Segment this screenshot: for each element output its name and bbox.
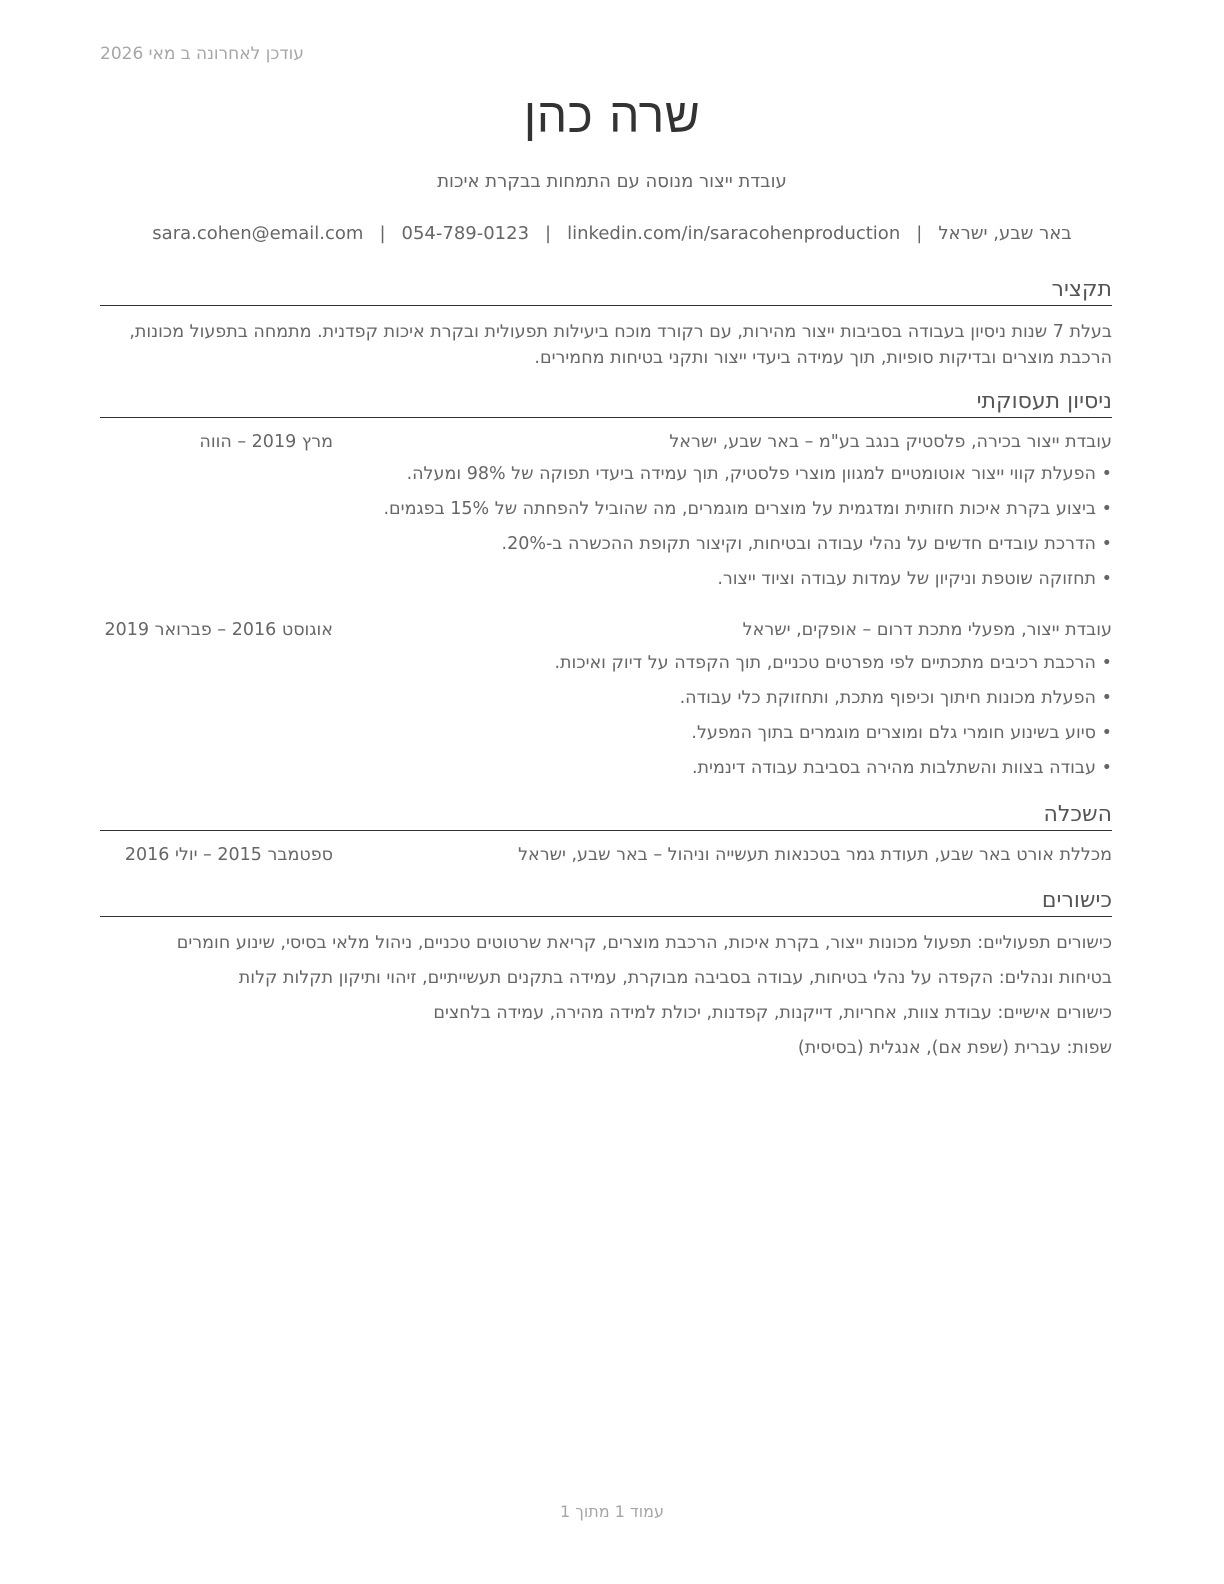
contact-line — [0, 223, 1224, 244]
education-institution: מכללת אורט באר שבע, תעודת גמר בטכנאות תעשייה וניהול – באר שבע, ישראל — [518, 845, 1112, 865]
bullet-glyph: • — [1101, 688, 1112, 708]
job-bullet-text: הרכבת רכיבים מתכתיים לפי מפרטים טכניים, תוך הקפדה על דיוק ואיכות. — [554, 653, 1096, 673]
job-bullet-text: הדרכת עובדים חדשים על נהלי עבודה ובטיחות, וקיצור תקופת ההכשרה ב-20%. — [501, 534, 1096, 554]
section-title-education: השכלה — [100, 802, 1112, 831]
skills-line: שפות: עברית (שפת אם), אנגלית (בסיסית) — [797, 1038, 1112, 1058]
candidate-headline: עובדת ייצור מנוסה עם התמחות בבקרת איכות — [437, 171, 787, 192]
job-bullets — [100, 651, 1112, 791]
skills-line: כישורים אישיים: עבודת צוות, אחריות, דייקנות, קפדנות, יכולת למידה מהירה, עמידה בלחצים — [433, 1003, 1112, 1023]
job-role: עובדת ייצור, מפעלי מתכת דרום – אופקים, ישראל — [742, 620, 1112, 640]
bullet-glyph: • — [1101, 534, 1112, 554]
bullet-glyph: • — [1101, 464, 1112, 484]
job-bullet-text: תחזוקה שוטפת וניקיון של עמדות עבודה וציוד ייצור. — [717, 569, 1096, 589]
job-bullet — [100, 462, 1112, 497]
contact-email[interactable]: sara.cohen@email.com — [152, 223, 364, 244]
last-updated-note: עודכן לאחרונה ב מאי 2026 — [100, 44, 304, 64]
job-role: עובדת ייצור בכירה, פלסטיק בנגב בע"מ – באר שבע, ישראל — [669, 432, 1112, 452]
job-dates: אוגוסט 2016 – פברואר 2019 — [104, 620, 333, 640]
bullet-glyph: • — [1101, 758, 1112, 778]
job-bullet-text: הפעלת מכונות חיתוך וכיפוף מתכת, ותחזוקת כלי עבודה. — [679, 688, 1096, 708]
bullet-glyph: • — [1101, 653, 1112, 673]
job-bullets — [100, 462, 1112, 602]
job-bullet — [100, 686, 1112, 721]
contact-separator: | — [545, 223, 552, 244]
job-header — [100, 620, 1112, 644]
skills-line: כישורים תפעוליים: תפעול מכונות ייצור, בקרת איכות, הרכבת מוצרים, קריאת שרטוטים טכניים, ניהול מלאי בסיסי, שינוע חומרים — [176, 933, 1112, 953]
summary-text: בעלת 7 שנות ניסיון בעבודה בסביבות ייצור מהירות, עם רקורד מוכח ביעילות תפעולית ובקרת איכות קפדנית. מתמחה בתפעול מכונות, הרכבת מוצרים ובדיקות סופיות, תוך עמידה ביעדי ייצור ותקני בטיחות מחמירים. — [129, 322, 1112, 368]
bullet-glyph: • — [1101, 723, 1112, 743]
job-bullet — [100, 497, 1112, 532]
bullet-glyph: • — [1101, 499, 1112, 519]
job-header — [100, 432, 1112, 456]
skills-list — [100, 931, 1112, 1071]
job-bullet-text: ביצוע בקרת איכות חזותית ומדגמית על מוצרים מוגמרים, מה שהוביל להפחתה של 15% בפגמים. — [383, 499, 1096, 519]
section-title-experience: ניסיון תעסוקתי — [100, 389, 1112, 418]
education-entry — [100, 845, 1112, 869]
job-bullet — [100, 532, 1112, 567]
job-bullet-text: הפעלת קווי ייצור אוטומטיים למגוון מוצרי פלסטיק, תוך עמידה ביעדי תפוקה של 98% ומעלה. — [406, 464, 1096, 484]
contact-separator: | — [379, 223, 386, 244]
job-bullet-text: סיוע בשינוע חומרי גלם ומוצרים מוגמרים בתוך המפעל. — [691, 723, 1096, 743]
section-title-summary: תקציר — [100, 277, 1112, 306]
job-bullet — [100, 756, 1112, 791]
job-bullet-text: עבודה בצוות והשתלבות מהירה בסביבת עבודה דינמית. — [691, 758, 1096, 778]
education-dates: ספטמבר 2015 – יולי 2016 — [124, 845, 333, 865]
contact-linkedin[interactable]: linkedin.com/in/saracohenproduction — [567, 223, 901, 244]
bullet-glyph: • — [1101, 569, 1112, 589]
job-bullet — [100, 721, 1112, 756]
contact-phone[interactable]: 054-789-0123 — [401, 223, 530, 244]
job-bullet — [100, 567, 1112, 602]
contact-separator: | — [916, 223, 923, 244]
contact-location: באר שבע, ישראל — [938, 223, 1072, 244]
job-dates: מרץ 2019 – הווה — [199, 432, 333, 452]
skills-line: בטיחות ונהלים: הקפדה על נהלי בטיחות, עבודה בסביבה מבוקרת, עמידה בתקנים תעשייתיים, זיהוי ותיקון תקלות קלות — [238, 968, 1112, 988]
page-number: עמוד 1 מתוך 1 — [560, 1502, 664, 1521]
candidate-name: שרה כהן — [523, 88, 701, 144]
section-title-skills: כישורים — [100, 888, 1112, 917]
job-bullet — [100, 651, 1112, 686]
